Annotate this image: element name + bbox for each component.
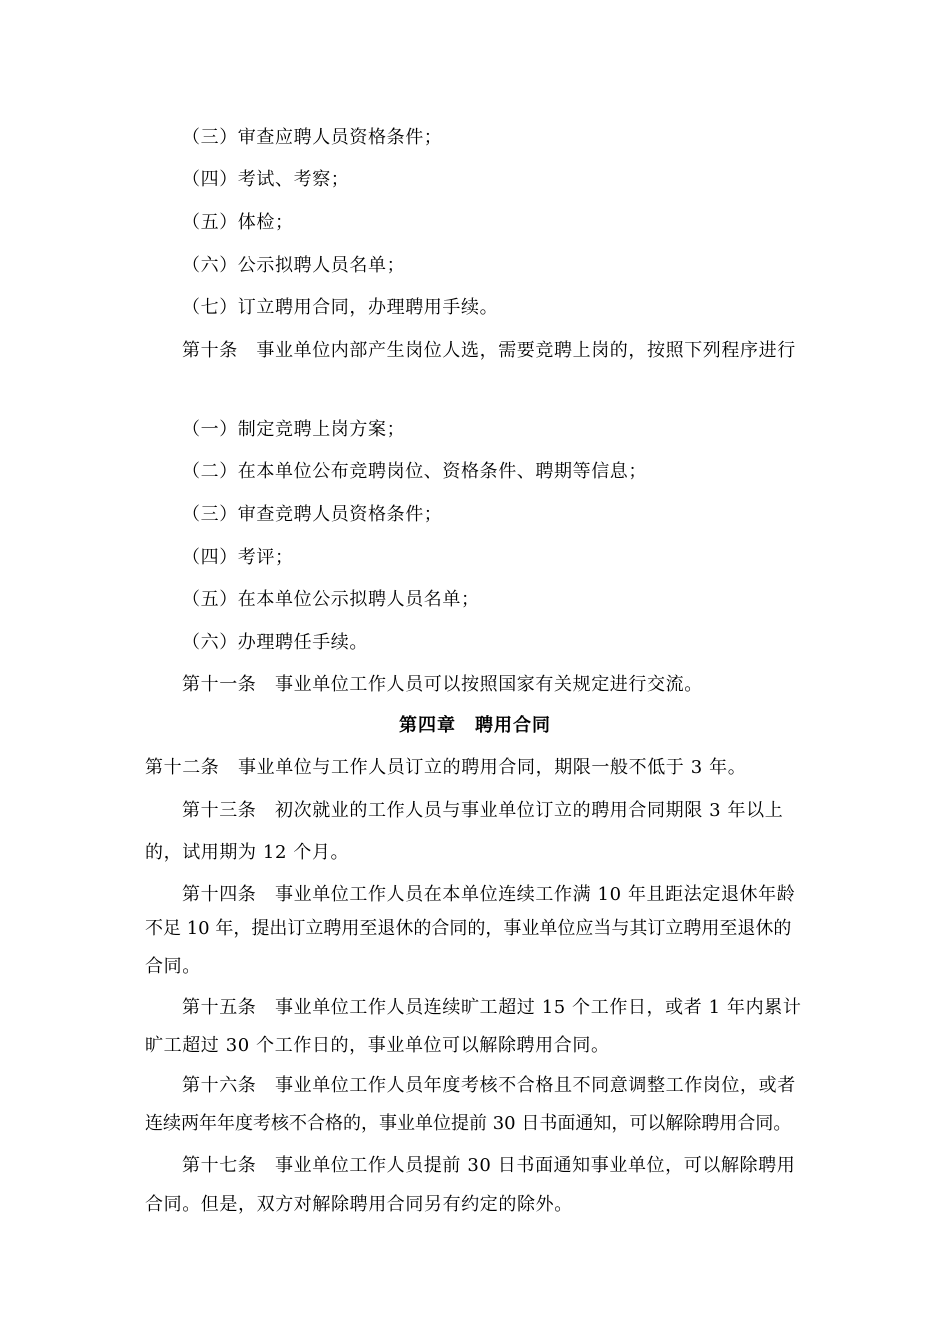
article-eleven: 第十一条 事业单位工作人员可以按照国家有关规定进行交流。	[182, 674, 703, 695]
article-sixteen: 第十六条 事业单位工作人员年度考核不合格且不同意调整工作岗位，或者	[182, 1075, 796, 1096]
text-line: 合同。但是，双方对解除聘用合同另有约定的除外。	[145, 1194, 573, 1215]
article-twelve: 第十二条 事业单位与工作人员订立的聘用合同，期限一般不低于 3 年。	[145, 757, 747, 778]
text-line: 不足 10 年，提出订立聘用至退休的合同的，事业单位应当与其订立聘用至退休的	[145, 918, 792, 939]
text-line: （四）考评；	[182, 547, 294, 568]
text-line: 的，试用期为 12 个月。	[145, 842, 350, 863]
text-line: （三）审查竞聘人员资格条件；	[182, 504, 443, 525]
text-line: （一）制定竞聘上岗方案；	[182, 419, 406, 440]
article-fifteen: 第十五条 事业单位工作人员连续旷工超过 15 个工作日，或者 1 年内累计	[182, 997, 802, 1018]
text-line: 合同。	[145, 956, 201, 977]
text-line: 旷工超过 30 个工作日的，事业单位可以解除聘用合同。	[145, 1035, 610, 1056]
article-fourteen: 第十四条 事业单位工作人员在本单位连续工作满 10 年且距法定退休年龄	[182, 884, 796, 905]
text-line: （六）办理聘任手续。	[182, 632, 368, 653]
text-line: （五）体检；	[182, 212, 294, 233]
text-line: （四）考试、考察；	[182, 169, 350, 190]
text-line: （五）在本单位公示拟聘人员名单；	[182, 589, 480, 610]
article-ten: 第十条 事业单位内部产生岗位人选，需要竞聘上岗的，按照下列程序进行	[182, 340, 796, 361]
text-line: （三）审查应聘人员资格条件；	[182, 127, 443, 148]
article-thirteen: 第十三条 初次就业的工作人员与事业单位订立的聘用合同期限 3 年以上	[182, 800, 784, 821]
text-line: （七）订立聘用合同，办理聘用手续。	[182, 297, 499, 318]
chapter-heading: 第四章 聘用合同	[399, 715, 551, 736]
text-line: 连续两年年度考核不合格的，事业单位提前 30 日书面通知，可以解除聘用合同。	[145, 1113, 792, 1134]
text-line: （二）在本单位公布竞聘岗位、资格条件、聘期等信息；	[182, 461, 647, 482]
article-seventeen: 第十七条 事业单位工作人员提前 30 日书面通知事业单位，可以解除聘用	[182, 1155, 796, 1176]
text-line: （六）公示拟聘人员名单；	[182, 255, 406, 276]
